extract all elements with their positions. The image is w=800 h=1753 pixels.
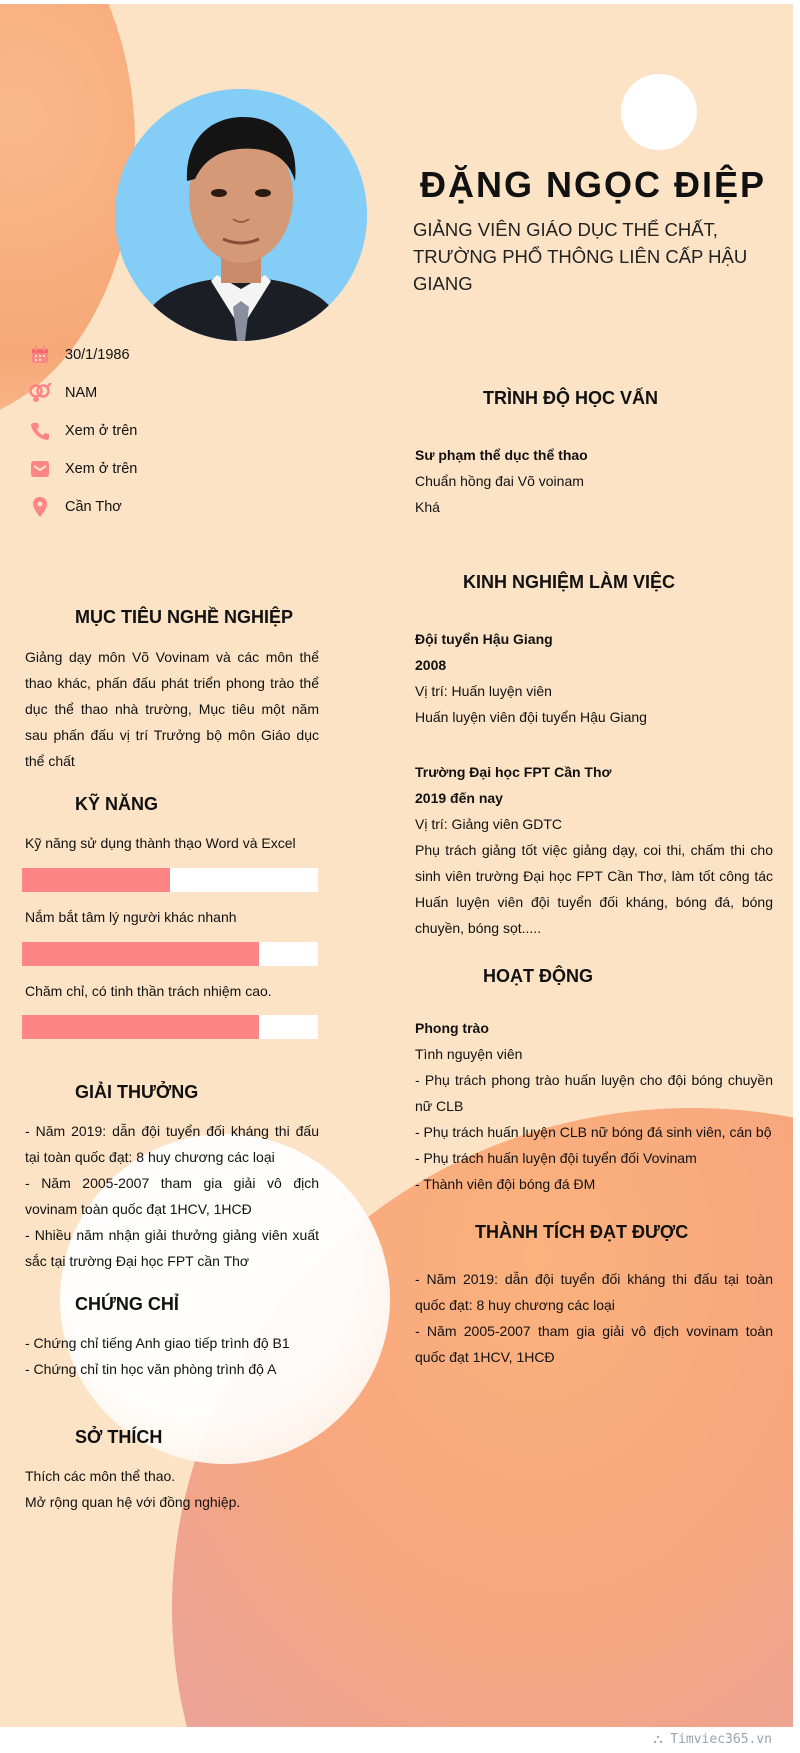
education-grade: Khá bbox=[415, 499, 440, 515]
gender-icon bbox=[25, 382, 55, 404]
job-position: Vị trí: Giảng viên GDTC bbox=[415, 816, 563, 832]
hobby-item: Mở rộng quan hệ với đồng nghiệp. bbox=[25, 1494, 241, 1510]
activity-item: - Phụ trách phong trào huấn luyện cho đội bóng chuyền nữ CLB bbox=[415, 1072, 773, 1114]
hobbies-list bbox=[25, 1463, 319, 1515]
email-text: Xem ở trên bbox=[65, 461, 138, 477]
gender-text: NAM bbox=[65, 385, 98, 401]
skills-heading: KỸ NĂNG bbox=[75, 794, 159, 814]
skill-label: Kỹ năng sử dụng thành thạo Word và Excel bbox=[25, 835, 296, 851]
phone-text: Xem ở trên bbox=[65, 423, 138, 439]
job-org: Đội tuyển Hậu Giang bbox=[415, 631, 553, 647]
job-time: 2008 bbox=[415, 657, 447, 673]
certificate-item: - Chứng chỉ tiếng Anh giao tiếp trình độ B1 bbox=[25, 1335, 290, 1351]
experience-job bbox=[415, 759, 773, 941]
watermark-text: Timviec365.vn bbox=[670, 1732, 772, 1747]
location-pin-icon bbox=[25, 496, 55, 518]
activity-item: - Phụ trách huấn luyện đội tuyển đối Vovinam bbox=[415, 1150, 697, 1166]
skill-bar-fill bbox=[22, 868, 170, 892]
job-time: 2019 đến nay bbox=[415, 790, 503, 806]
phone-icon bbox=[25, 420, 55, 442]
certificates-heading: CHỨNG CHỈ bbox=[75, 1294, 179, 1314]
address-text: Cần Thơ bbox=[65, 499, 122, 515]
info-email bbox=[25, 458, 137, 480]
education-major: Chuẩn hồng đai Võ voinam bbox=[415, 473, 584, 489]
activity-role: Tình nguyện viên bbox=[415, 1046, 523, 1062]
avatar bbox=[115, 89, 367, 341]
achievement-item: - Năm 2005-2007 tham gia giải vô địch vovinam toàn quốc đạt 1HCV, 1HCĐ bbox=[415, 1323, 773, 1365]
award-item: - Nhiều năm nhận giải thưởng giảng viên xuất sắc tại trường Đại học FPT cần Thơ bbox=[25, 1227, 319, 1269]
activities-heading: HOẠT ĐỘNG bbox=[483, 966, 593, 986]
job-desc: Phụ trách giảng tốt việc giảng dạy, coi thi, chấm thi cho sinh viên trường Đại học FPT Cần Thơ, làm tốt công tác Huấn luyện viên đội tuyển đối kháng, bóng đá, bóng chuyền, bóng sọt..... bbox=[415, 842, 773, 936]
job-desc: Huấn luyện viên đội tuyển Hậu Giang bbox=[415, 709, 647, 725]
info-gender bbox=[25, 382, 97, 404]
candidate-title: GIẢNG VIÊN GIÁO DỤC THỂ CHẤT, TRƯỜNG PHỔ THÔNG LIÊN CẤP HẬU GIANG bbox=[413, 219, 748, 294]
skill-bar bbox=[22, 942, 318, 966]
info-address bbox=[25, 496, 122, 518]
awards-heading: GIẢI THƯỞNG bbox=[75, 1082, 199, 1102]
education-school: Sư phạm thể dục thể thao bbox=[415, 447, 588, 463]
cv-page bbox=[0, 4, 793, 1727]
objective-text: Giảng dạy môn Võ Vovinam và các môn thể thao khác, phấn đấu phát triển phong trào thể dục thể thao nhà trường, Mục tiêu một năm sau phấn đấu vị trí Trưởng bộ môn Giáo dục thể chất bbox=[25, 649, 319, 769]
certificates-list bbox=[25, 1330, 319, 1382]
objective-heading: MỤC TIÊU NGHỀ NGHIỆP bbox=[75, 607, 294, 627]
skill-bar bbox=[22, 868, 318, 892]
info-birthday bbox=[25, 344, 130, 366]
watermark: ⛬ Timviec365.vn bbox=[653, 1732, 772, 1747]
calendar-icon bbox=[25, 344, 55, 366]
info-phone bbox=[25, 420, 137, 442]
activity-item: - Phụ trách huấn luyện CLB nữ bóng đá sinh viên, cán bộ bbox=[415, 1124, 772, 1140]
skill-label: Chăm chỉ, có tinh thần trách nhiệm cao. bbox=[25, 983, 272, 999]
education-heading: TRÌNH ĐỘ HỌC VẤN bbox=[483, 388, 658, 408]
award-item: - Năm 2019: dẫn đội tuyển đối kháng thi đấu tại toàn quốc đạt: 8 huy chương các loại bbox=[25, 1123, 319, 1165]
awards-list bbox=[25, 1118, 319, 1274]
skill-bar-fill bbox=[22, 1015, 259, 1039]
achievement-item: - Năm 2019: dẫn đội tuyển đối kháng thi đấu tại toàn quốc đạt: 8 huy chương các loại bbox=[415, 1271, 773, 1313]
skill-bar bbox=[22, 1015, 318, 1039]
hobby-item: Thích các môn thể thao. bbox=[25, 1468, 176, 1484]
education-block bbox=[415, 442, 773, 520]
skill-label: Nắm bắt tâm lý người khác nhanh bbox=[25, 909, 237, 925]
experience-heading: KINH NGHIỆM LÀM VIỆC bbox=[463, 572, 676, 592]
achievements-list bbox=[415, 1266, 773, 1370]
activities-block bbox=[415, 1015, 773, 1197]
award-item: - Năm 2005-2007 tham gia giải vô địch vovinam toàn quốc đạt 1HCV, 1HCĐ bbox=[25, 1175, 319, 1217]
job-org: Trường Đại học FPT Cần Thơ bbox=[415, 764, 612, 780]
skill-bar-fill bbox=[22, 942, 259, 966]
achievements-heading: THÀNH TÍCH ĐẠT ĐƯỢC bbox=[475, 1222, 689, 1242]
experience-job bbox=[415, 626, 773, 730]
activity-org: Phong trào bbox=[415, 1020, 489, 1036]
activity-item: - Thành viên đội bóng đá ĐM bbox=[415, 1176, 596, 1192]
job-position: Vị trí: Huấn luyện viên bbox=[415, 683, 552, 699]
avatar-illustration bbox=[115, 89, 367, 341]
decor-circle bbox=[621, 74, 697, 150]
certificate-item: - Chứng chỉ tin học văn phòng trình độ A bbox=[25, 1361, 277, 1377]
candidate-name: ĐẶNG NGỌC ĐIỆP bbox=[420, 164, 767, 205]
email-icon bbox=[25, 458, 55, 480]
hobbies-heading: SỞ THÍCH bbox=[75, 1427, 163, 1447]
birthday-text: 30/1/1986 bbox=[65, 347, 130, 363]
